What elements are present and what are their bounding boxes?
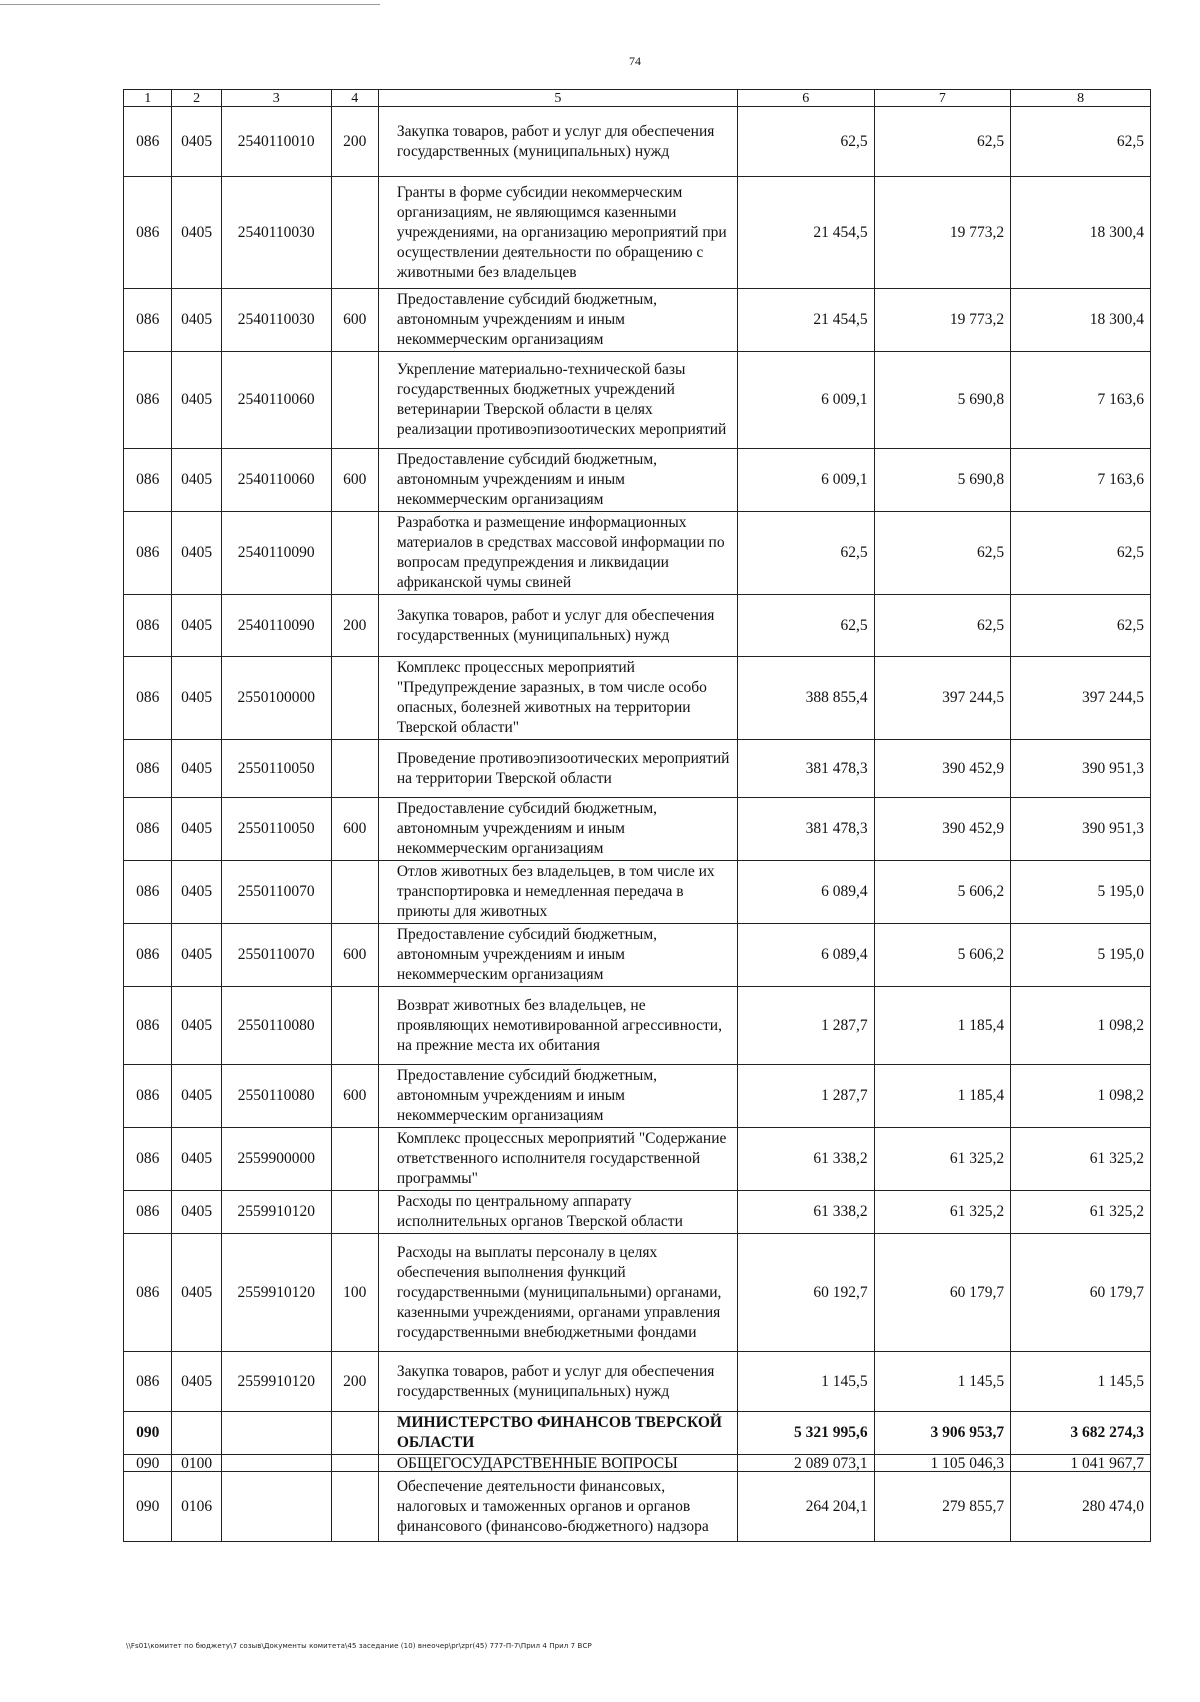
amount-year3-cell: 397 244,5 (1011, 657, 1151, 740)
expense-type-cell: 200 (331, 107, 378, 177)
description-cell: Возврат животных без владельцев, не проявляющих немотивированной агрессивности, на прежние места их обитания (378, 987, 737, 1065)
description-cell: МИНИСТЕРСТВО ФИНАНСОВ ТВЕРСКОЙ ОБЛАСТИ (378, 1412, 737, 1455)
section-code-cell: 0405 (172, 740, 221, 798)
table-row (124, 1352, 1151, 1412)
table-row (124, 177, 1151, 289)
table-row (124, 1191, 1151, 1234)
admin-code-cell: 086 (124, 1352, 172, 1412)
target-article-cell: 2550100000 (221, 657, 331, 740)
admin-code-cell: 090 (124, 1455, 172, 1472)
footer-file-path: \\Fs01\комитет по бюджету\7 созыв\Документы комитета\45 заседание (10) внеочер\pr\zpr(45) 777-П-7\Прил 4 Прил 7 ВСР (126, 1642, 592, 1650)
amount-year3-cell: 1 098,2 (1011, 1065, 1151, 1128)
table-row (124, 595, 1151, 657)
admin-code-cell: 086 (124, 861, 172, 924)
admin-code-cell: 086 (124, 177, 172, 289)
amount-year1-cell: 6 089,4 (738, 924, 875, 987)
amount-year2-cell: 390 452,9 (874, 740, 1011, 798)
table-row (124, 861, 1151, 924)
column-header: 8 (1011, 90, 1151, 107)
expense-type-cell (331, 1191, 378, 1234)
description-cell: Гранты в форме субсидии некоммерческим организациям, не являющимся казенными учреждениями, на организацию мероприятий при осуществлении деятельности по обращению с животными без владельцев (378, 177, 737, 289)
target-article-cell: 2550110050 (221, 798, 331, 861)
amount-year2-cell: 61 325,2 (874, 1128, 1011, 1191)
description-cell: Комплекс процессных мероприятий "Содержание ответственного исполнителя государственной программы" (378, 1128, 737, 1191)
table-row (124, 924, 1151, 987)
amount-year2-cell: 62,5 (874, 107, 1011, 177)
amount-year2-cell: 5 690,8 (874, 352, 1011, 449)
amount-year1-cell: 1 287,7 (738, 987, 875, 1065)
description-cell: Разработка и размещение информационных материалов в средствах массовой информации по вопросам предупреждения и ликвидации африканской чумы свиней (378, 512, 737, 595)
table-body (124, 107, 1151, 1542)
amount-year1-cell: 1 145,5 (738, 1352, 875, 1412)
description-cell: Расходы на выплаты персоналу в целях обеспечения выполнения функций государственными (муниципальными) органами, казенными учреждениями, органами управления государственными внебюджетными фондами (378, 1234, 737, 1352)
amount-year1-cell: 264 204,1 (738, 1472, 875, 1542)
amount-year1-cell: 381 478,3 (738, 740, 875, 798)
expense-type-cell: 600 (331, 289, 378, 352)
amount-year3-cell: 280 474,0 (1011, 1472, 1151, 1542)
description-cell: Укрепление материально-технической базы государственных бюджетных учреждений ветеринарии Тверской области в целях реализации противоэпизоотических мероприятий (378, 352, 737, 449)
table-row (124, 987, 1151, 1065)
section-code-cell: 0405 (172, 512, 221, 595)
admin-code-cell: 086 (124, 987, 172, 1065)
amount-year1-cell: 5 321 995,6 (738, 1412, 875, 1455)
section-code-cell: 0405 (172, 1352, 221, 1412)
expense-type-cell: 200 (331, 595, 378, 657)
amount-year1-cell: 60 192,7 (738, 1234, 875, 1352)
section-code-cell: 0405 (172, 798, 221, 861)
amount-year3-cell: 61 325,2 (1011, 1128, 1151, 1191)
amount-year1-cell: 62,5 (738, 512, 875, 595)
column-header: 6 (738, 90, 875, 107)
amount-year2-cell: 61 325,2 (874, 1191, 1011, 1234)
amount-year2-cell: 1 105 046,3 (874, 1455, 1011, 1472)
target-article-cell: 2540110060 (221, 352, 331, 449)
section-code-cell: 0405 (172, 595, 221, 657)
amount-year2-cell: 19 773,2 (874, 177, 1011, 289)
description-cell: Предоставление субсидий бюджетным, автономным учреждениям и иным некоммерческим организациям (378, 289, 737, 352)
table-row (124, 352, 1151, 449)
description-cell: Предоставление субсидий бюджетным, автономным учреждениям и иным некоммерческим организациям (378, 1065, 737, 1128)
description-cell: Расходы по центральному аппарату исполнительных органов Тверской области (378, 1191, 737, 1234)
section-code-cell: 0405 (172, 449, 221, 512)
amount-year3-cell: 62,5 (1011, 107, 1151, 177)
table-row (124, 798, 1151, 861)
expense-type-cell: 600 (331, 924, 378, 987)
target-article-cell: 2559910120 (221, 1191, 331, 1234)
admin-code-cell: 086 (124, 1065, 172, 1128)
amount-year2-cell: 60 179,7 (874, 1234, 1011, 1352)
amount-year1-cell: 21 454,5 (738, 177, 875, 289)
table-row (124, 740, 1151, 798)
amount-year2-cell: 5 690,8 (874, 449, 1011, 512)
target-article-cell: 2550110070 (221, 861, 331, 924)
admin-code-cell: 086 (124, 449, 172, 512)
section-code-cell: 0106 (172, 1472, 221, 1542)
amount-year1-cell: 61 338,2 (738, 1128, 875, 1191)
amount-year2-cell: 5 606,2 (874, 924, 1011, 987)
expense-type-cell (331, 1412, 378, 1455)
amount-year1-cell: 388 855,4 (738, 657, 875, 740)
amount-year3-cell: 62,5 (1011, 595, 1151, 657)
section-code-cell: 0405 (172, 1191, 221, 1234)
target-article-cell: 2550110070 (221, 924, 331, 987)
target-article-cell: 2550110080 (221, 1065, 331, 1128)
admin-code-cell: 086 (124, 107, 172, 177)
amount-year1-cell: 62,5 (738, 595, 875, 657)
section-code-cell: 0405 (172, 289, 221, 352)
target-article-cell: 2540110030 (221, 289, 331, 352)
admin-code-cell: 086 (124, 1191, 172, 1234)
amount-year3-cell: 60 179,7 (1011, 1234, 1151, 1352)
admin-code-cell: 086 (124, 1234, 172, 1352)
admin-code-cell: 090 (124, 1412, 172, 1455)
column-header: 3 (221, 90, 331, 107)
expense-type-cell: 600 (331, 1065, 378, 1128)
section-code-cell: 0405 (172, 861, 221, 924)
expense-type-cell: 600 (331, 449, 378, 512)
target-article-cell (221, 1472, 331, 1542)
admin-code-cell: 086 (124, 657, 172, 740)
description-cell: Обеспечение деятельности финансовых, налоговых и таможенных органов и органов финансового (финансово-бюджетного) надзора (378, 1472, 737, 1542)
table-row (124, 289, 1151, 352)
target-article-cell: 2559910120 (221, 1352, 331, 1412)
section-code-cell: 0405 (172, 177, 221, 289)
description-cell: Проведение противоэпизоотических мероприятий на территории Тверской области (378, 740, 737, 798)
description-cell: Отлов животных без владельцев, в том числе их транспортировка и немедленная передача в приюты для животных (378, 861, 737, 924)
admin-code-cell: 086 (124, 352, 172, 449)
amount-year2-cell: 5 606,2 (874, 861, 1011, 924)
table-row (124, 1455, 1151, 1472)
expense-type-cell: 200 (331, 1352, 378, 1412)
amount-year3-cell: 3 682 274,3 (1011, 1412, 1151, 1455)
column-header: 4 (331, 90, 378, 107)
admin-code-cell: 086 (124, 1128, 172, 1191)
amount-year1-cell: 62,5 (738, 107, 875, 177)
expense-type-cell (331, 740, 378, 798)
header-row (124, 90, 1151, 107)
amount-year1-cell: 61 338,2 (738, 1191, 875, 1234)
top-rule (0, 4, 380, 5)
section-code-cell (172, 1412, 221, 1455)
amount-year2-cell: 1 185,4 (874, 987, 1011, 1065)
amount-year2-cell: 62,5 (874, 595, 1011, 657)
expense-type-cell (331, 1455, 378, 1472)
column-header: 7 (874, 90, 1011, 107)
expense-type-cell (331, 352, 378, 449)
amount-year1-cell: 6 009,1 (738, 449, 875, 512)
amount-year3-cell: 7 163,6 (1011, 352, 1151, 449)
expense-type-cell (331, 987, 378, 1065)
target-article-cell: 2540110090 (221, 595, 331, 657)
amount-year3-cell: 7 163,6 (1011, 449, 1151, 512)
amount-year3-cell: 1 145,5 (1011, 1352, 1151, 1412)
table-row (124, 657, 1151, 740)
amount-year2-cell: 390 452,9 (874, 798, 1011, 861)
amount-year1-cell: 6 089,4 (738, 861, 875, 924)
admin-code-cell: 086 (124, 289, 172, 352)
page-number: 74 (629, 54, 641, 68)
expense-type-cell (331, 861, 378, 924)
amount-year3-cell: 5 195,0 (1011, 924, 1151, 987)
description-cell: ОБЩЕГОСУДАРСТВЕННЫЕ ВОПРОСЫ (378, 1455, 737, 1472)
amount-year3-cell: 390 951,3 (1011, 798, 1151, 861)
expense-type-cell: 600 (331, 798, 378, 861)
table-row (124, 107, 1151, 177)
expense-type-cell (331, 1472, 378, 1542)
amount-year1-cell: 2 089 073,1 (738, 1455, 875, 1472)
amount-year2-cell: 1 145,5 (874, 1352, 1011, 1412)
amount-year3-cell: 1 041 967,7 (1011, 1455, 1151, 1472)
column-header: 5 (378, 90, 737, 107)
target-article-cell: 2540110090 (221, 512, 331, 595)
expense-type-cell: 100 (331, 1234, 378, 1352)
expense-type-cell (331, 177, 378, 289)
amount-year3-cell: 61 325,2 (1011, 1191, 1151, 1234)
amount-year1-cell: 381 478,3 (738, 798, 875, 861)
amount-year2-cell: 1 185,4 (874, 1065, 1011, 1128)
table-row (124, 1472, 1151, 1542)
section-code-cell: 0405 (172, 107, 221, 177)
description-cell: Предоставление субсидий бюджетным, автономным учреждениям и иным некоммерческим организациям (378, 449, 737, 512)
budget-table (123, 89, 1151, 1542)
amount-year2-cell: 279 855,7 (874, 1472, 1011, 1542)
amount-year3-cell: 5 195,0 (1011, 861, 1151, 924)
section-code-cell: 0405 (172, 1065, 221, 1128)
table-row (124, 449, 1151, 512)
target-article-cell: 2540110010 (221, 107, 331, 177)
amount-year1-cell: 1 287,7 (738, 1065, 875, 1128)
amount-year3-cell: 1 098,2 (1011, 987, 1151, 1065)
amount-year2-cell: 19 773,2 (874, 289, 1011, 352)
amount-year2-cell: 62,5 (874, 512, 1011, 595)
admin-code-cell: 090 (124, 1472, 172, 1542)
admin-code-cell: 086 (124, 798, 172, 861)
table-row (124, 1128, 1151, 1191)
section-code-cell: 0405 (172, 924, 221, 987)
amount-year3-cell: 390 951,3 (1011, 740, 1151, 798)
target-article-cell: 2559900000 (221, 1128, 331, 1191)
description-cell: Комплекс процессных мероприятий "Предупреждение заразных, в том числе особо опасных, болезней животных на территории Тверской области" (378, 657, 737, 740)
target-article-cell: 2559910120 (221, 1234, 331, 1352)
column-header: 2 (172, 90, 221, 107)
admin-code-cell: 086 (124, 924, 172, 987)
amount-year2-cell: 397 244,5 (874, 657, 1011, 740)
admin-code-cell: 086 (124, 595, 172, 657)
target-article-cell: 2540110060 (221, 449, 331, 512)
table-row (124, 512, 1151, 595)
target-article-cell: 2550110050 (221, 740, 331, 798)
amount-year3-cell: 62,5 (1011, 512, 1151, 595)
description-cell: Закупка товаров, работ и услуг для обеспечения государственных (муниципальных) нужд (378, 595, 737, 657)
section-code-cell: 0405 (172, 352, 221, 449)
description-cell: Предоставление субсидий бюджетным, автономным учреждениям и иным некоммерческим организациям (378, 798, 737, 861)
section-code-cell: 0100 (172, 1455, 221, 1472)
table-row (124, 1412, 1151, 1455)
admin-code-cell: 086 (124, 740, 172, 798)
amount-year2-cell: 3 906 953,7 (874, 1412, 1011, 1455)
table-row (124, 1234, 1151, 1352)
amount-year3-cell: 18 300,4 (1011, 177, 1151, 289)
target-article-cell: 2540110030 (221, 177, 331, 289)
section-code-cell: 0405 (172, 657, 221, 740)
target-article-cell (221, 1412, 331, 1455)
amount-year3-cell: 18 300,4 (1011, 289, 1151, 352)
section-code-cell: 0405 (172, 1128, 221, 1191)
admin-code-cell: 086 (124, 512, 172, 595)
table-row (124, 1065, 1151, 1128)
section-code-cell: 0405 (172, 987, 221, 1065)
target-article-cell (221, 1455, 331, 1472)
section-code-cell: 0405 (172, 1234, 221, 1352)
expense-type-cell (331, 1128, 378, 1191)
description-cell: Закупка товаров, работ и услуг для обеспечения государственных (муниципальных) нужд (378, 107, 737, 177)
expense-type-cell (331, 657, 378, 740)
description-cell: Закупка товаров, работ и услуг для обеспечения государственных (муниципальных) нужд (378, 1352, 737, 1412)
expense-type-cell (331, 512, 378, 595)
amount-year1-cell: 21 454,5 (738, 289, 875, 352)
description-cell: Предоставление субсидий бюджетным, автономным учреждениям и иным некоммерческим организациям (378, 924, 737, 987)
amount-year1-cell: 6 009,1 (738, 352, 875, 449)
target-article-cell: 2550110080 (221, 987, 331, 1065)
column-header: 1 (124, 90, 172, 107)
